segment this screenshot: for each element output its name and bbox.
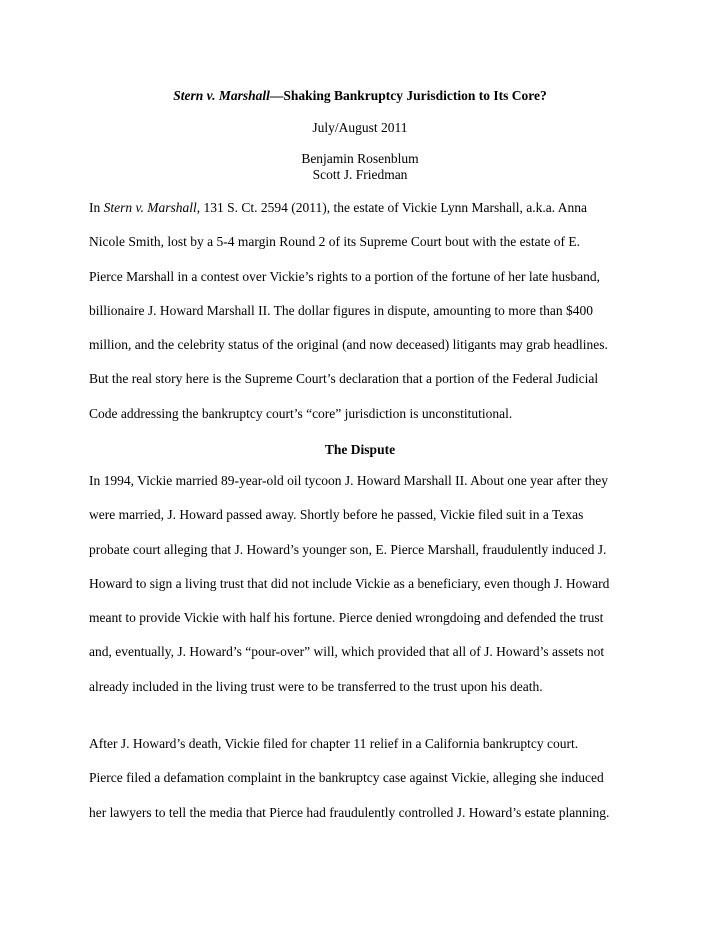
paragraph-line: In 1994, Vickie married 89-year-old oil tycoon J. Howard Marshall II. About one year after they xyxy=(89,473,609,488)
paragraph-line: After J. Howard’s death, Vickie filed for chapter 11 relief in a California bankruptcy court. xyxy=(89,736,579,751)
intro-case-name: Stern v. Marshall xyxy=(103,200,197,215)
paragraph-line: probate court alleging that J. Howard’s younger son, E. Pierce Marshall, fraudulently induced J. xyxy=(89,541,607,557)
intro-paragraph xyxy=(89,200,649,440)
paragraph-line: Pierce Marshall in a contest over Vickie’s rights to a portion of the fortune of her late husband, xyxy=(89,268,601,284)
document-title xyxy=(0,88,720,104)
paragraph-line: million, and the celebrity status of the original (and now deceased) litigants may grab headlines. xyxy=(89,337,608,353)
section-heading: The Dispute xyxy=(324,442,396,457)
document-date: July/August 2011 xyxy=(312,120,408,135)
paragraph-line: meant to provide Vickie with half his fortune. Pierce denied wrongdoing and defended the trust xyxy=(89,610,604,626)
paragraph-line: Nicole Smith, lost by a 5-4 margin Round 2 of its Supreme Court bout with the estate of E. xyxy=(89,234,580,250)
author-name: Benjamin Rosenblum xyxy=(301,151,419,166)
bankruptcy-paragraph xyxy=(89,736,649,839)
paragraph-line: already included in the living trust were to be transferred to the trust upon his death. xyxy=(89,678,543,694)
intro-lead: In xyxy=(89,200,104,215)
intro-first-line-rest: , 131 S. Ct. 2594 (2011), the estate of Vickie Lynn Marshall, a.k.a. Anna xyxy=(196,200,587,215)
paragraph-line: her lawyers to tell the media that Pierce had fraudulently controlled J. Howard’s estate planning. xyxy=(89,804,610,820)
paragraph-line: and, eventually, J. Howard’s “pour-over” will, which provided that all of J. Howard’s assets not xyxy=(89,644,605,660)
title-rest: —Shaking Bankruptcy Jurisdiction to Its Core? xyxy=(269,88,547,103)
paragraph-line: Pierce filed a defamation complaint in the bankruptcy case against Vickie, alleging she induced xyxy=(89,770,604,786)
paragraph-line: Code addressing the bankruptcy court’s “core” jurisdiction is unconstitutional. xyxy=(89,405,513,421)
paragraph-line: Howard to sign a living trust that did not include Vickie as a beneficiary, even though J. Howard xyxy=(89,575,610,591)
paragraph-line: billionaire J. Howard Marshall II. The dollar figures in dispute, amounting to more than $400 xyxy=(89,302,594,318)
paragraph-line: were married, J. Howard passed away. Shortly before he passed, Vickie filed suit in a Texas xyxy=(89,507,584,523)
author-name: Scott J. Friedman xyxy=(312,167,408,182)
dispute-paragraph xyxy=(89,473,649,713)
title-case-name: Stern v. Marshall xyxy=(173,88,270,103)
paragraph-line: But the real story here is the Supreme Court’s declaration that a portion of the Federal Judicial xyxy=(89,371,599,387)
paragraph-line xyxy=(89,200,649,234)
